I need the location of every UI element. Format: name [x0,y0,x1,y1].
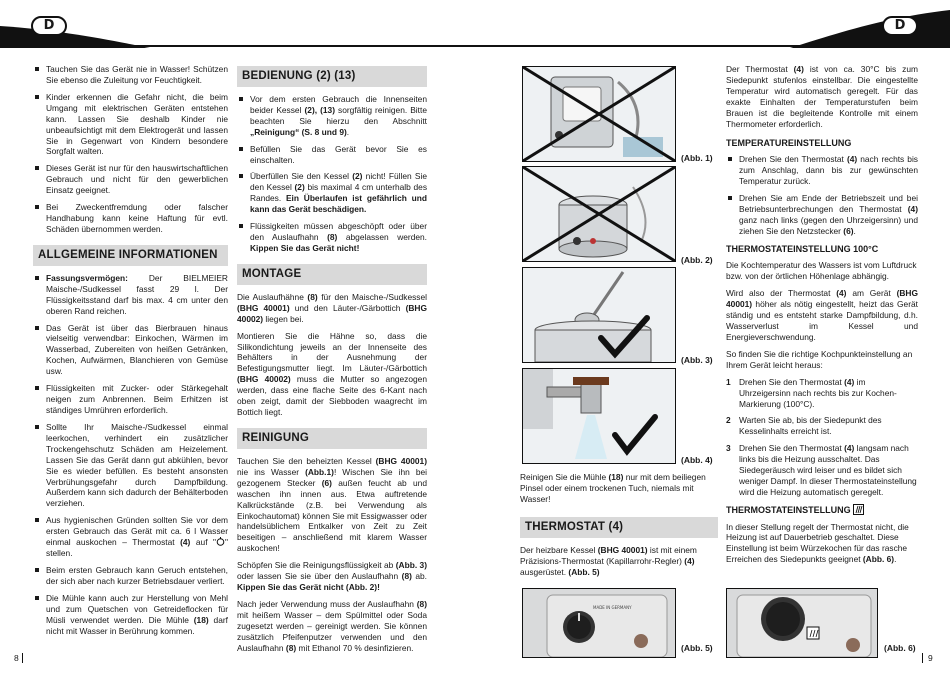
column-1 [33,64,228,643]
list-item [237,221,427,254]
step-number: 2 [726,415,731,426]
text: sorgfältig reinigen. Bitte beachten Sie hierzu den Abschnitt [250,104,427,126]
ref-number: (2) [294,182,305,193]
text: ausgerüstet. [520,566,569,577]
paragraph [726,522,918,566]
section-title-allgemein: ALLGEMEINE INFORMATIONEN [33,245,228,266]
ref-number: (Abb. 3) [395,560,428,571]
ref-number: (8) [327,232,338,243]
text: mit heißem Wasser – dem Spülmittel oder Soda zugesetzt werden – gereinigt werden. Sie können zusätzlich Pfeifenputzer verwenden und den Auslaufhahn [237,609,427,653]
thermostat-dial-illustration [523,589,675,657]
section-title-bedienung: BEDIENUNG (2) (13) [237,66,427,87]
ref-number: (18) [193,614,209,625]
text: nur mit dem beiliegen Pinsel oder einem trockenen Tuch, niemals mit Wasser! [520,472,706,504]
temperature-list [726,154,918,236]
numbered-steps [726,377,918,498]
ref-number: (6) [321,477,332,488]
text: Drehen Sie den Thermostat [739,154,847,165]
ref-number: (2) [352,171,363,182]
paragraph [726,64,918,130]
figure-caption [520,472,718,505]
text: ist von ca. 30°C bis zum Siedepunkt stufenlos einstellbar. Die eingestellte Temperatur wird automatisch geregelt. Für das exakte Einhalten der Temperaturstufen beim Brauen ist die begleitende Kontrolle mit einem Thermometer erforderlich. [726,64,918,129]
text: liegen bei. [263,313,304,324]
operation-list [237,94,427,254]
list-item [33,593,228,637]
ref-number: (4) [793,64,804,74]
list-item: Das Gerät ist über das Bierbrauen hinaus vielseitig verwendbar: Einkochen, Wärmen im Wasserbad, Zubereiten von heißen Getränken, Kochen, Aufwärmen, Blanchieren von Gemüse usw. [33,323,228,378]
no-immersion-illustration [523,67,675,161]
ref-number: (BHG 40001) [597,544,648,555]
text: muss die Mutter so angezogen werden, dass eine flache Seite des 6-Kant nach oben zeigt, damit der Siebboden waagrecht im Bottich liegt. [237,374,427,418]
text: . [346,126,350,137]
step-number: 1 [726,376,731,387]
text: Drehen Sie den Thermostat [739,443,845,454]
section-title-montage: MONTAGE [237,264,427,285]
list-item: Kinder erkennen die Gefahr nicht, die beim Umgang mit elektrischen Geräten entstehen kann. Lassen Sie deshalb Kinder nie unbeaufsichtigt mit dem Elektrogerät und lassen Sie in Gegenwart von Kindern besondere Sorgfalt walten. [33,92,228,158]
text: Reinigen Sie die Mühle [520,472,609,482]
language-tab-left: D [31,16,67,36]
header-band [0,0,950,52]
text: Tauchen Sie den beheizten Kessel [237,455,376,466]
text: ab. [411,571,427,582]
figure-label-abb3: (Abb. 3) [681,355,713,365]
page-number-text: 8 [14,653,19,663]
figure-abb6 [726,588,878,658]
ref-number: (4) [846,154,858,165]
page-header [0,0,950,52]
text: am Gerät [846,288,897,299]
text: darf nicht mit Wasser in Berührung kommen. [46,614,228,636]
text: Die Mühle kann auch zur Herstellung von Mehl und zum Quetschen von Getreideflocken für Müsli verwendet werden. Die Mühle [46,592,228,625]
safety-list [33,64,228,235]
text: Flüssigkeiten müssen abgeschöpft oder über den Auslaufhahn [250,221,427,243]
text: höher als nötig eingestellt, heizt das Gerät ständig und es entsteht starke Dampfbildung, d.h. Wasserverlust im Kessel und Energieverschwendung. [726,299,918,342]
list-item: Tauchen Sie das Gerät nie in Wasser! Schützen Sie ebenso die Zuleitung vor Feuchtigkeit. [33,64,228,86]
text: im Uhrzeigersinn nach rechts bis zur Kochen-Markierung (100°C). [739,376,897,409]
text: abgelassen werden. [337,232,427,243]
language-tab-right: D [882,16,918,36]
text: außen feucht ab und waschen ihn innen aus. Etwa auftretende Kalkrückstände (z.B. bei Verwendung als Einkochautomat) können Sie mit Essigwasser oder handelsüblichem Entkalker von Zeit zu Zeit beseitigen – anschließend mit klarem Wasser auskochen! [237,477,427,554]
column-4 [726,64,918,571]
ref-number: (8) [307,291,318,302]
ref-number: (BHG 40002) [237,302,427,324]
text: nach rechts bis zum Anschlag, dann bis zur gewünschten Temperatur zurück. [739,154,918,187]
ref-number: (4) [836,288,847,299]
page-number-left [14,653,23,664]
list-item [33,273,228,317]
page-number-right [922,653,933,664]
text: Drehen Sie am Ende der Betriebszeit und bei Betriebsunterbrechungen den Thermostat [739,192,918,214]
text: Wird also der Thermostat [726,288,837,299]
text: Der heizbare Kessel [520,544,598,555]
text: Schöpfen Sie die Reinigungsflüssigkeit ab [237,560,396,571]
paragraph: So finden Sie die richtige Kochpunkteinstellung an Ihrem Gerät leicht heraus: [726,348,913,370]
text: Nach jeder Verwendung muss der Auslaufhahn [237,599,417,609]
text: ganz nach links (gegen den Uhrzeigersinn) und ziehen Sie den Netzstecker [739,214,918,236]
warning-text: Ein Überlaufen ist gefährlich und kann das Gerät beschädigen. [250,193,427,215]
ref-number: (4) [684,555,695,566]
thermostat-continuous-illustration [727,589,877,657]
list-item [237,94,427,138]
list-item [726,193,918,237]
ref-number: (Abb. 5) [568,566,600,577]
text: Der Thermostat [726,64,794,74]
ref-number: (BHG 40001) [375,455,427,466]
figure-label-abb1: (Abb. 1) [681,153,713,163]
ladle-illustration [523,268,675,362]
text: bis maximal 4 cm unterhalb des Randes. [250,182,428,204]
figure-label-abb5: (Abb. 5) [681,643,713,653]
figure-abb5 [522,588,676,658]
figure-abb1 [522,66,676,162]
text: mit Ethanol 70 % desinfizieren. [296,642,414,653]
ref-number: (BHG 40001) [726,288,918,310]
text: Montieren Sie die Hähne so, dass die Silikondichtung jeweils an der Innenseite des Behälters in der Ausnehmung der Befestigungsmutter liegt. Im Läuter-/Gärbottich [237,330,427,374]
ref-number: (4) [844,443,855,454]
page-number-text: 9 [928,653,933,663]
subhead-text: THERMOSTATEINSTELLUNG [726,504,851,515]
tap-illustration [523,369,675,463]
ref-number: (Abb.1) [305,466,334,477]
column-2 [237,64,427,660]
figure-abb4 [522,368,676,464]
text: ist mit einem Präzisions-Thermostat (Kapillarrohr-Regler) [520,544,697,566]
warning-text: Kippen Sie das Gerät nicht (Abb. 2)! [237,582,380,593]
text: langsam nach links bis die Heizung ausschaltet. Das Siedegeräusch wird leiser und es bildet sich weniger Dampf. In dieser Thermostateinstellung wird die Heizung automatisch geregelt. [739,443,917,497]
figure-abb2 [522,166,676,262]
list-item: Befüllen Sie das Gerät bevor Sie es einschalten. [237,144,427,166]
text: Überfüllen Sie den Kessel [250,171,353,182]
ref-number: (8) [416,599,427,609]
text: ! Wischen Sie ihn bei gezogenem Stecker [237,466,427,488]
figure-label-abb2: (Abb. 2) [681,255,713,265]
figure-label-abb6: (Abb. 6) [884,643,916,653]
ref-number: (8) [285,642,297,653]
section-reference: „Reinigung“ (S. 8 und 9) [250,126,347,137]
subhead-thermostat-symbol [726,504,918,517]
list-item [33,515,228,559]
ref-number: (8) [401,571,412,582]
ref-number: (6) [843,225,854,236]
continuous-heat-icon [853,504,864,515]
list-item: Beim ersten Gebrauch kann Geruch entstehen, der sich aber nach kurzer Betriebsdauer verliert. [33,565,228,587]
general-info-list [33,273,228,637]
section-title-reinigung: REINIGUNG [237,428,427,449]
list-item: Dieses Gerät ist nur für den hauswirtschaftlichen Gebrauch und nicht für den gewerblichen Einsatz geeignet. [33,163,228,196]
ref-number: (BHG 40001) [237,302,290,313]
list-item: Sollte Ihr Maische-/Sudkessel einmal leerkochen, verhindert ein zusätzlicher Trockengehschutz Schäden am Heizelement. Lassen Sie das Gerät dann gut abkühlen, bevor Sie es wieder befüllen. Es besteht ansonsten Verbrühungsgefahr durch Dampfbildung. Außerdem kann sich dadurch der Behälterboden verziehen. [33,422,228,509]
ref-number: (BHG 40002) [237,374,291,385]
paragraph [237,292,427,325]
list-item: Bei Zweckentfremdung oder falscher Handhabung kann keine Haftung für evtl. Schäden übernommen werden. [33,202,228,235]
text: Aus hygienischen Gründen sollten Sie vor dem ersten Gebrauch das Gerät mit ca. 6 l Wasser einmal auskochen – Thermostat [46,515,228,548]
text: Warten Sie ab, bis der Siedepunkt des Kesselinhalts erreicht ist. [739,415,882,437]
text: Vor dem ersten Gebrauch die Innenseiten beider Kessel [250,93,427,115]
list-item [726,443,918,498]
text: " stellen. [46,537,228,559]
list-item [726,415,918,437]
list-item [237,171,427,215]
ref-number: (Abb. 6) [862,554,895,565]
text: und den Läuter-/Gärbottich [289,302,406,313]
ref-number: (2), (13) [304,104,335,115]
text: In dieser Stellung regelt der Thermostat nicht, die Heizung ist auf Dauerbetrieb geschaltet. Diese Einstellung ist beim Würzekochen für das rasche Erreichen des Siedepunkts geeignet [726,521,909,565]
figure-abb3 [522,267,676,363]
list-item [726,154,918,187]
text: Drehen Sie den Thermostat [739,376,845,387]
ref-number: (4) [844,376,855,387]
list-item [726,377,918,410]
no-tilting-illustration [523,167,675,261]
subhead-thermostat-100: THERMOSTATEINSTELLUNG 100°C [726,243,879,254]
boil-symbol-icon [216,537,225,546]
paragraph [237,599,427,654]
paragraph [520,545,718,578]
step-number: 3 [726,443,731,454]
text: . [894,554,897,565]
text: Die Auslaufhähne [237,291,308,302]
text: für den Maische-/Sudkessel [317,291,427,302]
ref-number: (18) [608,472,624,482]
warning-text: Kippen Sie das Gerät nicht! [250,243,360,253]
list-item: Flüssigkeiten mit Zucker- oder Stärkegehalt neigen zum Anbrennen. Beim Erhitzen ist ständiges Umrühren erforderlich. [33,383,228,416]
paragraph [237,331,427,418]
text: nie ins Wasser [237,466,306,477]
subhead-temperatureinstellung: TEMPERATUREINSTELLUNG [726,137,852,148]
text: auf " [190,537,217,548]
column-3 [520,472,718,583]
capacity-text: Der BIELMEIER Maische-/Sudkessel fasst 29 l. Der Flüssigkeitsstand darf bis max. 4 cm unter den oberen Rand reichen. [46,272,228,316]
paragraph: Die Kochtemperatur des Wassers ist vom Luftdruck bzw. von der örtlichen Höhenlage abhängig. [726,260,917,282]
ref-number: (4) [180,537,191,548]
paragraph [237,456,427,554]
text: . [853,225,856,236]
capacity-label: Fassungsvermögen: [46,272,128,283]
section-title-thermostat: THERMOSTAT (4) [520,517,718,538]
paragraph [237,560,427,593]
paragraph [726,288,918,343]
text: oder lassen Sie sie über den Auslaufhahn [237,571,402,582]
ref-number: (4) [907,203,918,214]
dial-plate-text: MADE IN GERMANY [593,605,632,610]
figure-label-abb4: (Abb. 4) [681,455,713,465]
text: nicht! Füllen Sie den Kessel [250,171,427,193]
